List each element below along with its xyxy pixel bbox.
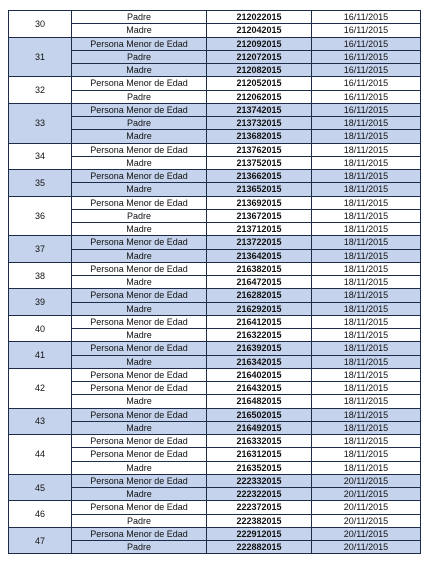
table-row (9, 527, 421, 540)
group-number-cell: 36 (9, 196, 72, 236)
record-id-cell: 213722015 (207, 236, 312, 249)
record-id-cell: 212042015 (207, 24, 312, 37)
date-cell: 20/11/2015 (312, 488, 421, 501)
table-row (9, 474, 421, 487)
group-number-cell: 31 (9, 37, 72, 77)
record-id-cell: 213762015 (207, 143, 312, 156)
group-number-cell: 47 (9, 527, 72, 554)
table-row (9, 37, 421, 50)
role-cell: Persona Menor de Edad (72, 527, 207, 540)
role-cell: Madre (72, 249, 207, 262)
record-id-cell: 216342015 (207, 355, 312, 368)
role-cell: Persona Menor de Edad (72, 448, 207, 461)
role-cell: Persona Menor de Edad (72, 236, 207, 249)
date-cell: 16/11/2015 (312, 37, 421, 50)
role-cell: Madre (72, 183, 207, 196)
record-id-cell: 216482015 (207, 395, 312, 408)
record-id-cell: 213692015 (207, 196, 312, 209)
date-cell: 20/11/2015 (312, 501, 421, 514)
date-cell: 18/11/2015 (312, 209, 421, 222)
date-cell: 18/11/2015 (312, 342, 421, 355)
role-cell: Madre (72, 395, 207, 408)
date-cell: 16/11/2015 (312, 11, 421, 24)
date-cell: 18/11/2015 (312, 315, 421, 328)
role-cell: Padre (72, 11, 207, 24)
table-row (9, 289, 421, 302)
group-number-cell: 45 (9, 474, 72, 501)
table-row (9, 368, 421, 381)
date-cell: 18/11/2015 (312, 395, 421, 408)
group-number-cell: 34 (9, 143, 72, 170)
date-cell: 18/11/2015 (312, 421, 421, 434)
date-cell: 18/11/2015 (312, 302, 421, 315)
date-cell: 18/11/2015 (312, 156, 421, 169)
record-id-cell: 213732015 (207, 117, 312, 130)
date-cell: 18/11/2015 (312, 382, 421, 395)
record-id-cell: 213682015 (207, 130, 312, 143)
record-id-cell: 212082015 (207, 64, 312, 77)
record-id-cell: 213712015 (207, 223, 312, 236)
record-id-cell: 216472015 (207, 276, 312, 289)
registry-table (8, 10, 421, 554)
date-cell: 20/11/2015 (312, 541, 421, 554)
record-id-cell: 213742015 (207, 103, 312, 116)
date-cell: 18/11/2015 (312, 223, 421, 236)
role-cell: Persona Menor de Edad (72, 368, 207, 381)
role-cell: Madre (72, 24, 207, 37)
date-cell: 18/11/2015 (312, 117, 421, 130)
role-cell: Persona Menor de Edad (72, 103, 207, 116)
group-number-cell: 46 (9, 501, 72, 528)
record-id-cell: 216402015 (207, 368, 312, 381)
group-number-cell: 42 (9, 368, 72, 408)
record-id-cell: 216332015 (207, 435, 312, 448)
date-cell: 18/11/2015 (312, 196, 421, 209)
group-number-cell: 32 (9, 77, 72, 104)
role-cell: Madre (72, 421, 207, 434)
table-row (9, 11, 421, 24)
role-cell: Persona Menor de Edad (72, 315, 207, 328)
record-id-cell: 222882015 (207, 541, 312, 554)
registry-table-body (9, 11, 421, 554)
date-cell: 18/11/2015 (312, 329, 421, 342)
role-cell: Madre (72, 156, 207, 169)
date-cell: 16/11/2015 (312, 50, 421, 63)
role-cell: Madre (72, 488, 207, 501)
record-id-cell: 212092015 (207, 37, 312, 50)
table-row (9, 196, 421, 209)
role-cell: Madre (72, 302, 207, 315)
role-cell: Madre (72, 64, 207, 77)
group-number-cell: 41 (9, 342, 72, 369)
date-cell: 16/11/2015 (312, 24, 421, 37)
record-id-cell: 213642015 (207, 249, 312, 262)
role-cell: Padre (72, 541, 207, 554)
date-cell: 18/11/2015 (312, 130, 421, 143)
role-cell: Persona Menor de Edad (72, 289, 207, 302)
record-id-cell: 212052015 (207, 77, 312, 90)
role-cell: Persona Menor de Edad (72, 435, 207, 448)
date-cell: 18/11/2015 (312, 368, 421, 381)
date-cell: 18/11/2015 (312, 183, 421, 196)
group-number-cell: 33 (9, 103, 72, 143)
role-cell: Persona Menor de Edad (72, 37, 207, 50)
record-id-cell: 216492015 (207, 421, 312, 434)
date-cell: 18/11/2015 (312, 289, 421, 302)
table-row (9, 170, 421, 183)
record-id-cell: 216322015 (207, 329, 312, 342)
role-cell: Madre (72, 223, 207, 236)
group-number-cell: 38 (9, 262, 72, 289)
role-cell: Persona Menor de Edad (72, 474, 207, 487)
record-id-cell: 216292015 (207, 302, 312, 315)
date-cell: 20/11/2015 (312, 514, 421, 527)
date-cell: 18/11/2015 (312, 461, 421, 474)
record-id-cell: 216352015 (207, 461, 312, 474)
table-row (9, 262, 421, 275)
record-id-cell: 222912015 (207, 527, 312, 540)
record-id-cell: 222332015 (207, 474, 312, 487)
date-cell: 16/11/2015 (312, 103, 421, 116)
table-row (9, 103, 421, 116)
role-cell: Persona Menor de Edad (72, 262, 207, 275)
record-id-cell: 216432015 (207, 382, 312, 395)
record-id-cell: 212062015 (207, 90, 312, 103)
record-id-cell: 213672015 (207, 209, 312, 222)
date-cell: 18/11/2015 (312, 249, 421, 262)
date-cell: 18/11/2015 (312, 143, 421, 156)
record-id-cell: 213652015 (207, 183, 312, 196)
group-number-cell: 40 (9, 315, 72, 342)
role-cell: Persona Menor de Edad (72, 382, 207, 395)
record-id-cell: 216412015 (207, 315, 312, 328)
table-row (9, 143, 421, 156)
record-id-cell: 216282015 (207, 289, 312, 302)
date-cell: 16/11/2015 (312, 77, 421, 90)
date-cell: 18/11/2015 (312, 435, 421, 448)
role-cell: Madre (72, 461, 207, 474)
date-cell: 18/11/2015 (312, 170, 421, 183)
role-cell: Madre (72, 130, 207, 143)
record-id-cell: 222372015 (207, 501, 312, 514)
record-id-cell: 222382015 (207, 514, 312, 527)
role-cell: Padre (72, 514, 207, 527)
role-cell: Persona Menor de Edad (72, 196, 207, 209)
role-cell: Padre (72, 50, 207, 63)
group-number-cell: 43 (9, 408, 72, 435)
group-number-cell: 35 (9, 170, 72, 197)
table-row (9, 435, 421, 448)
date-cell: 20/11/2015 (312, 474, 421, 487)
role-cell: Persona Menor de Edad (72, 501, 207, 514)
role-cell: Persona Menor de Edad (72, 143, 207, 156)
record-id-cell: 216382015 (207, 262, 312, 275)
record-id-cell: 213662015 (207, 170, 312, 183)
role-cell: Persona Menor de Edad (72, 342, 207, 355)
record-id-cell: 216392015 (207, 342, 312, 355)
group-number-cell: 30 (9, 11, 72, 38)
record-id-cell: 216502015 (207, 408, 312, 421)
record-id-cell: 216312015 (207, 448, 312, 461)
group-number-cell: 39 (9, 289, 72, 316)
group-number-cell: 37 (9, 236, 72, 263)
record-id-cell: 222322015 (207, 488, 312, 501)
record-id-cell: 212022015 (207, 11, 312, 24)
role-cell: Padre (72, 117, 207, 130)
table-row (9, 501, 421, 514)
date-cell: 16/11/2015 (312, 90, 421, 103)
table-row (9, 342, 421, 355)
group-number-cell: 44 (9, 435, 72, 475)
record-id-cell: 213752015 (207, 156, 312, 169)
record-id-cell: 212072015 (207, 50, 312, 63)
date-cell: 18/11/2015 (312, 448, 421, 461)
date-cell: 18/11/2015 (312, 276, 421, 289)
date-cell: 18/11/2015 (312, 262, 421, 275)
table-row (9, 77, 421, 90)
role-cell: Madre (72, 276, 207, 289)
role-cell: Madre (72, 355, 207, 368)
date-cell: 16/11/2015 (312, 64, 421, 77)
role-cell: Persona Menor de Edad (72, 408, 207, 421)
table-row (9, 236, 421, 249)
date-cell: 18/11/2015 (312, 355, 421, 368)
date-cell: 20/11/2015 (312, 527, 421, 540)
role-cell: Padre (72, 209, 207, 222)
date-cell: 18/11/2015 (312, 236, 421, 249)
date-cell: 18/11/2015 (312, 408, 421, 421)
role-cell: Persona Menor de Edad (72, 170, 207, 183)
table-row (9, 408, 421, 421)
role-cell: Madre (72, 329, 207, 342)
role-cell: Persona Menor de Edad (72, 77, 207, 90)
role-cell: Padre (72, 90, 207, 103)
table-row (9, 315, 421, 328)
